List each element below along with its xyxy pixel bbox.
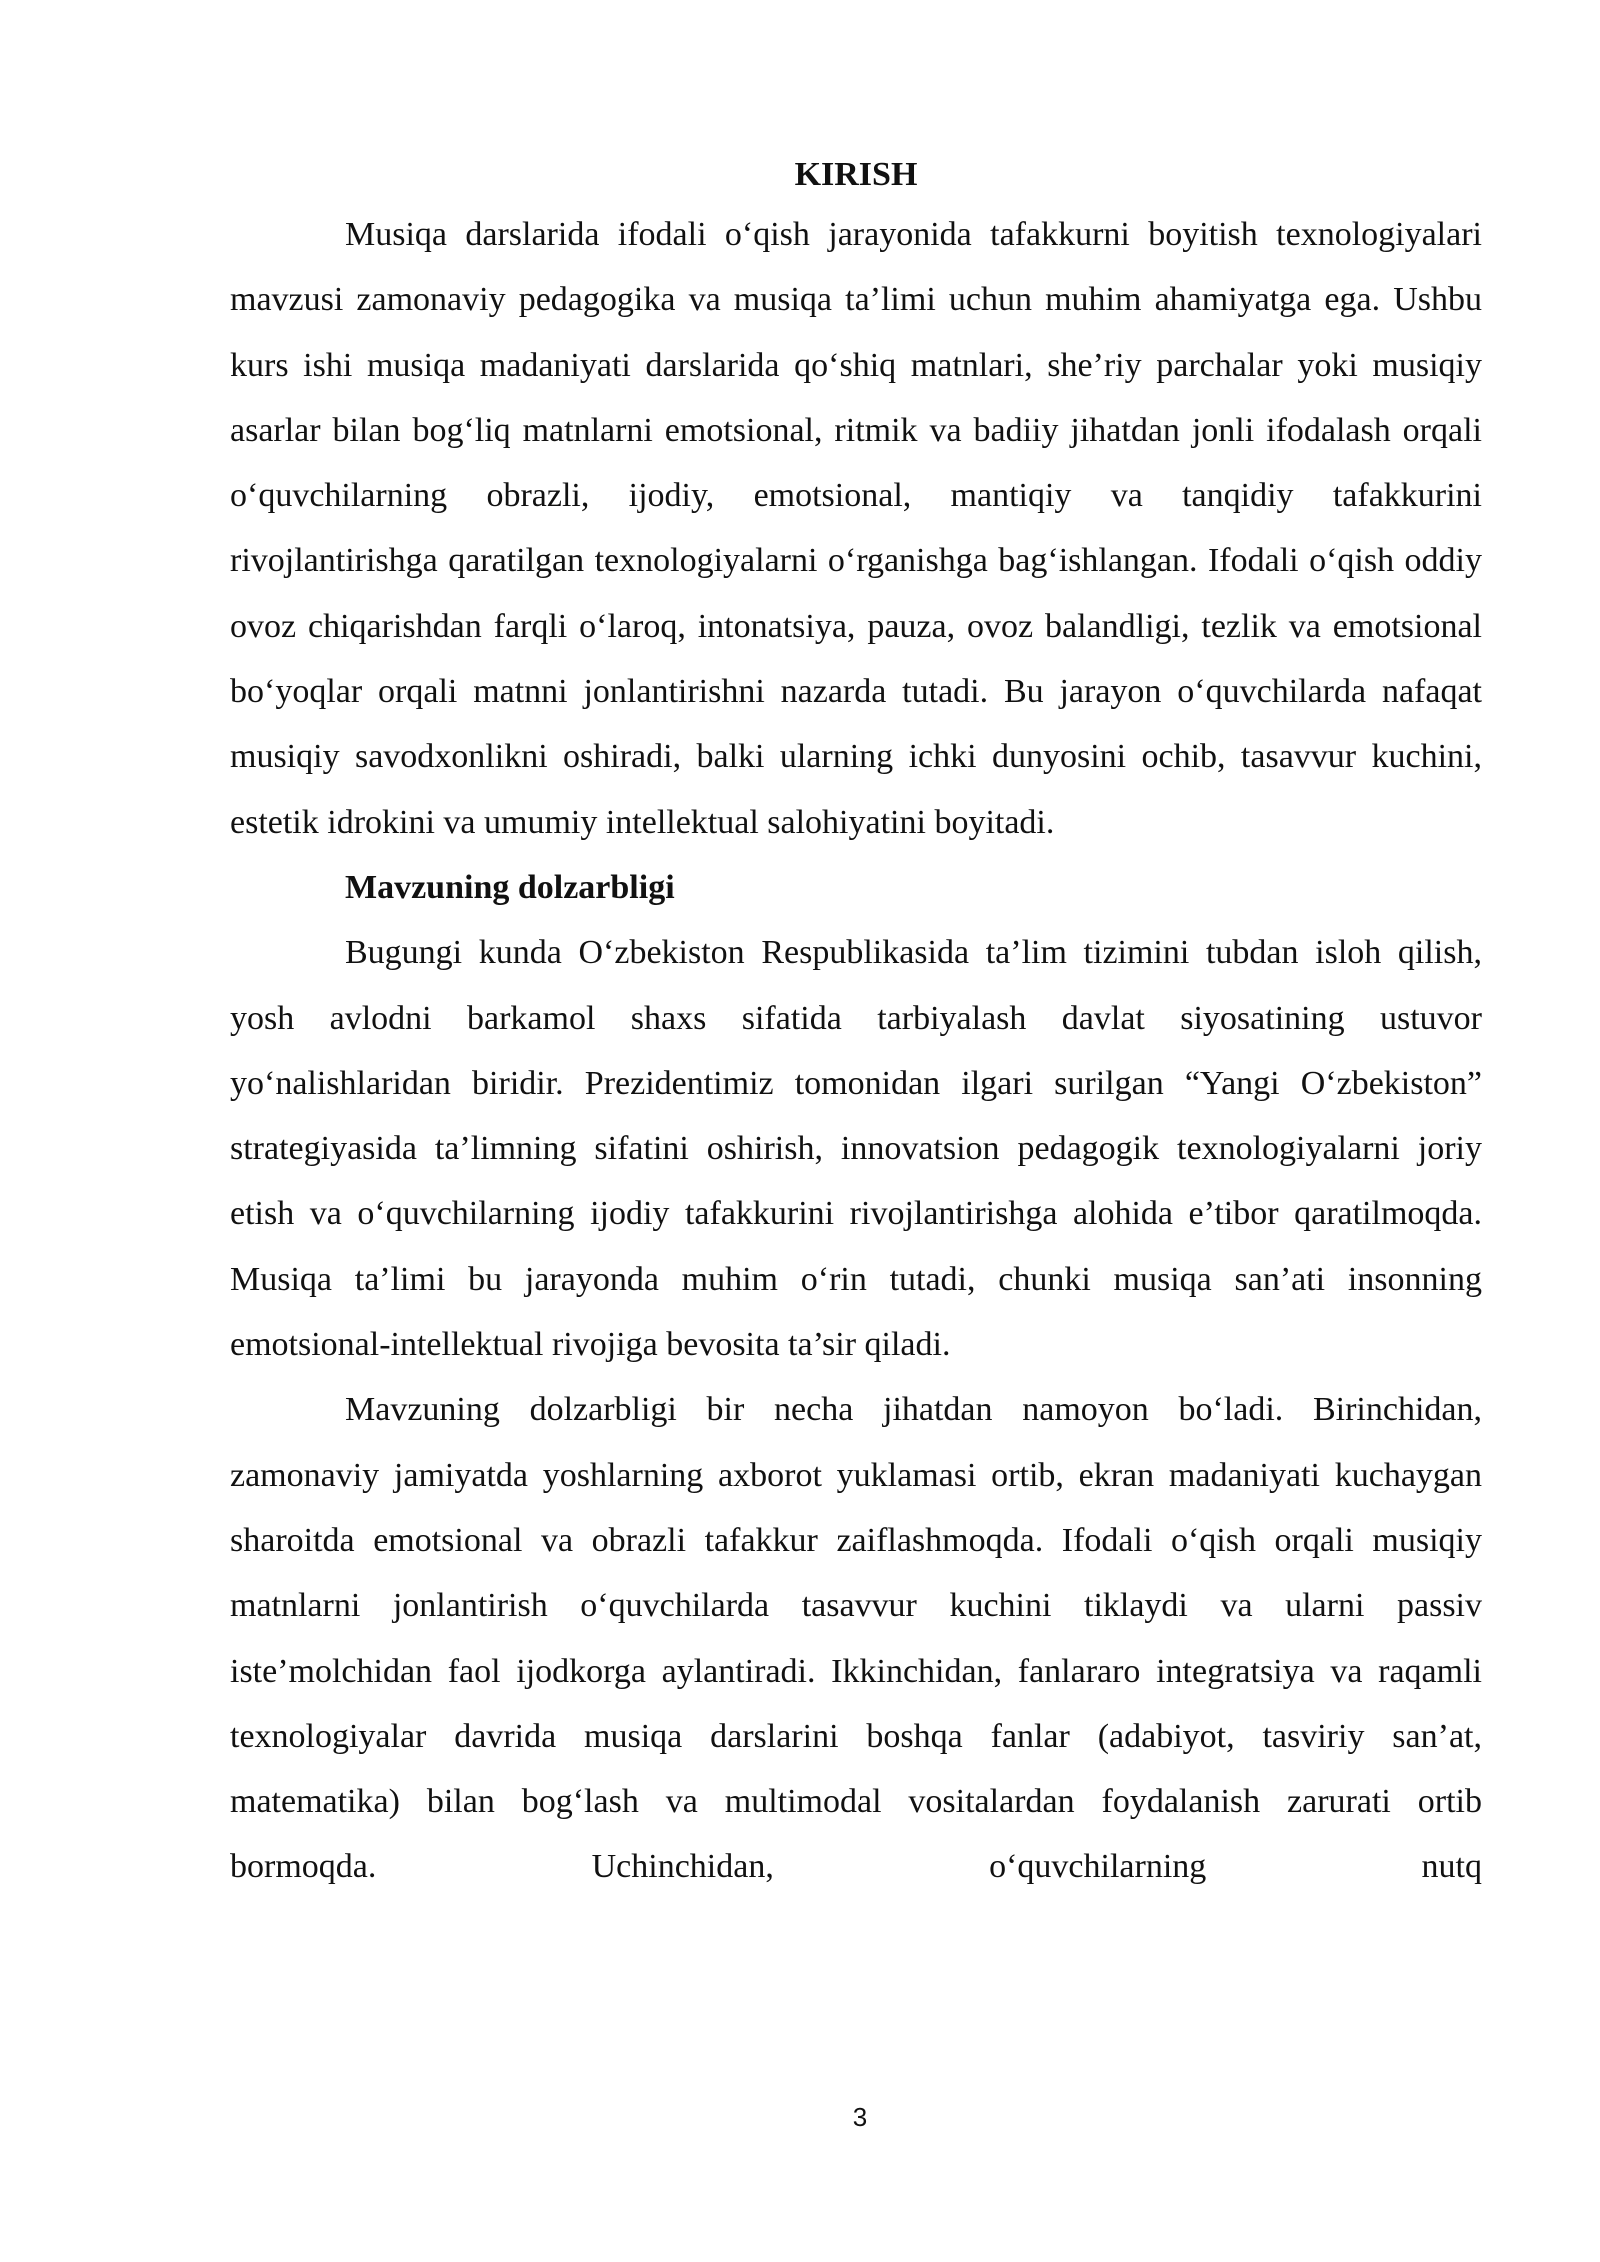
intro-paragraph: Musiqa darslarida ifodali o‘qish jarayonida tafakkurni boyitish texnologiyalari mavzusi zamonaviy pedagogika va musiqa ta’limi uchun muhim ahamiyatga ega. Ushbu kurs ishi musiqa madaniyati darslarida qo‘shiq matnlari, she’riy parchalar yoki musiqiy asarlar bilan bog‘liq matnlarni emotsional, ritmik va badiiy jihatdan jonli ifodalash orqali o‘quvchilarning obrazli, ijodiy, emotsional, mantiqiy va tanqidiy tafakkurini rivojlantirishga qaratilgan texnologiyalarni o‘rganishga bag‘ishlangan. Ifodali o‘qish oddiy ovoz chiqarishdan farqli o‘laroq, intonatsiya, pauza, ovoz balandligi, tezlik va emotsional bo‘yoqlar orqali matnni jonlantirishni nazarda tutadi. Bu jarayon o‘quvchilarda nafaqat musiqiy savodxonlikni oshiradi, balki ularning ichki dunyosini ochib, tasavvur kuchini, estetik idrokini va umumiy intellektual salohiyatini boyitadi. [230, 216, 1482, 841]
page-body [230, 148, 1482, 1900]
subsection-heading: Mavzuning dolzarbligi [345, 868, 675, 906]
page-number: 3 [852, 2102, 868, 2132]
section-heading: KIRISH [794, 156, 918, 193]
relevance-paragraph: Bugungi kunda O‘zbekiston Respublikasida ta’lim tizimini tubdan isloh qilish, yosh avlodni barkamol shaxs sifatida tarbiyalash davlat siyosatining ustuvor yo‘nalishlaridan biridir. Prezidentimiz tomonidan ilgari surilgan “Yangi O‘zbekiston” strategiyasida ta’limning sifatini oshirish, innovatsion pedagogik texnologiyalarni joriy etish va o‘quvchilarning ijodiy tafakkurini rivojlantirishga alohida e’tibor qaratilmoqda. Musiqa ta’limi bu jarayonda muhim o‘rin tutadi, chunki musiqa san’ati insonning emotsional-intellektual rivojiga bevosita ta’sir qiladi. [230, 934, 1482, 1364]
relevance-paragraph-continued: Mavzuning dolzarbligi bir necha jihatdan namoyon bo‘ladi. Birinchidan, zamonaviy jamiyatda yoshlarning axborot yuklamasi ortib, ekran madaniyati kuchaygan sharoitda emotsional va obrazli tafakkur zaiflashmoqda. Ifodali o‘qish orqali musiqiy matnlarni jonlantirish o‘quvchilarda tasavvur kuchini tiklaydi va ularni passiv iste’molchidan faol ijodkorga aylantiradi. Ikkinchidan, fanlararo integratsiya va raqamli texnologiyalar davrida musiqa darslarini boshqa fanlar (adabiyot, tasviriy san’at, matematika) bilan bog‘lash va multimodal vositalardan foydalanish zarurati ortib bormoqda. Uchinchidan, o‘quvchilarning nutq [230, 1391, 1482, 1886]
